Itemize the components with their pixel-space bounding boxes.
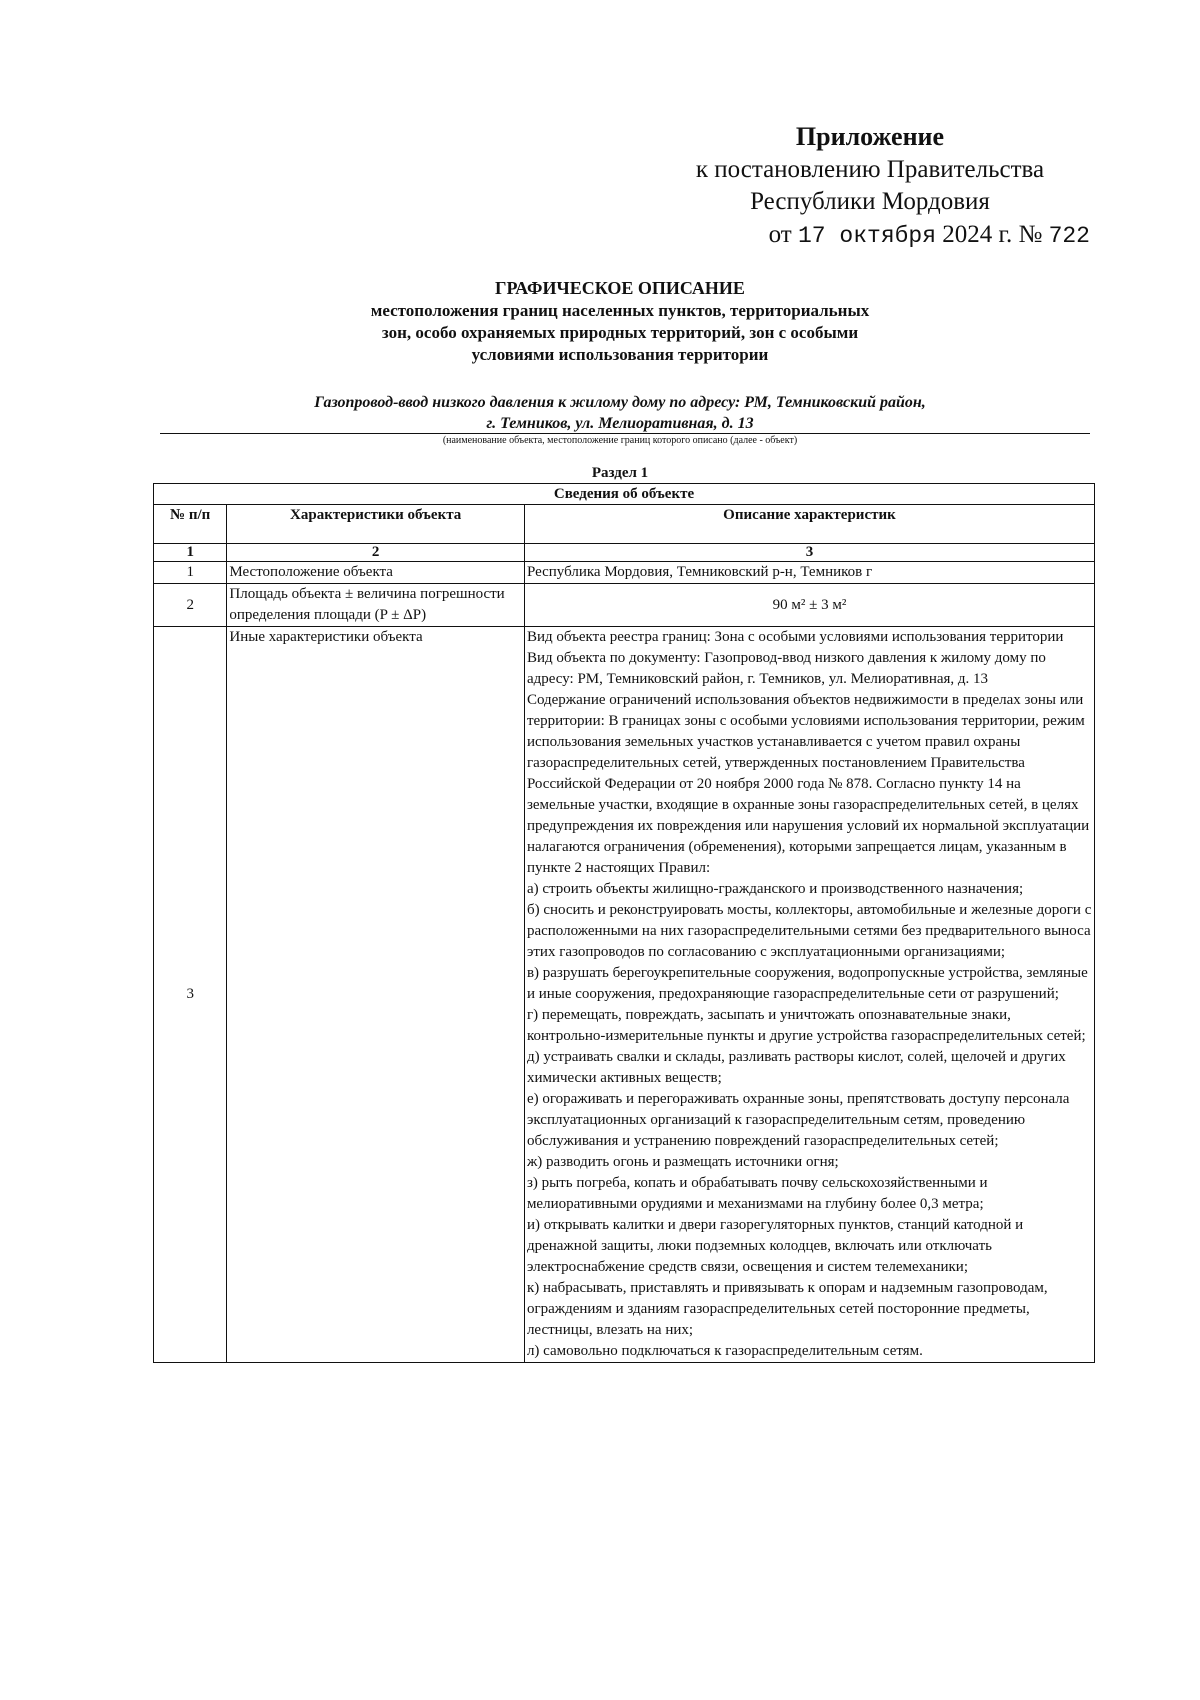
table-caption: Сведения об объекте — [154, 484, 1095, 505]
column-number-2: 2 — [227, 544, 525, 562]
description-line: и) открывать калитки и двери газорегуляторных пунктов, станций катодной и дренажной защиты, люки подземных колодцев, включать или отключать электроснабжение средств связи, освещения и систем телемеханики; — [526, 1217, 1024, 1275]
description-line: ж) разводить огонь и размещать источники огня; — [526, 1154, 839, 1170]
row-number: 3 — [154, 627, 227, 1363]
row-characteristic: Местоположение объекта — [227, 562, 525, 584]
appendix-line-2: Республики Мордовия — [750, 188, 990, 215]
description-line: д) устраивать свалки и склады, разливать растворы кислот, солей, щелочей и других химически активных веществ; — [526, 1049, 1066, 1086]
table-header-row — [154, 505, 1095, 544]
description-line: л) самовольно подключаться к газораспределительным сетям. — [526, 1343, 923, 1359]
row-number: 1 — [154, 562, 227, 584]
header-description: Описание характеристик — [524, 505, 1094, 544]
date-year: 2024 г. № — [942, 221, 1043, 248]
description-line: з) рыть погреба, копать и обрабатывать почву сельскохозяйственными и мелиоративными орудиями и механизмами на глубину более 0,3 метра; — [526, 1175, 988, 1212]
description-line: Вид объекта реестра границ: Зона с особыми условиями использования территории — [526, 629, 1064, 645]
row-number: 2 — [154, 584, 227, 627]
header-characteristics: Характеристики объекта — [227, 505, 525, 544]
description-line: в) разрушать берегоукрепительные сооружения, водопропускные устройства, земляные и иные сооружения, предохраняющие газораспределительные сети от разрушений; — [526, 965, 1088, 1002]
description-line: е) огораживать и перегораживать охранные зоны, препятствовать доступу персонала эксплуатационных организаций к газораспределительным сетям, проведению обслуживания и устранению повреждений газораспределительных сетей; — [526, 1091, 1070, 1149]
column-number-3: 3 — [524, 544, 1094, 562]
table-row — [154, 584, 1095, 627]
description-line: Вид объекта по документу: Газопровод-ввод низкого давления к жилому дому по адресу: РМ, Темниковский район, г. Темников, ул. Мелиоративная, д. 13 — [526, 650, 1046, 687]
heading-line-2: зон, особо охраняемых природных территорий, зон с особыми — [381, 323, 859, 342]
description-line: а) строить объекты жилищно-гражданского и производственного назначения; — [526, 881, 1024, 897]
row-description: 90 м² ± 3 м² — [524, 584, 1094, 627]
appendix-block — [640, 120, 1100, 253]
object-caption: (наименование объекта, местоположение границ которого описано (далее - объект) — [442, 435, 798, 446]
document-number: 722 — [1048, 223, 1090, 249]
row-description — [524, 627, 1094, 1363]
appendix-line-1: к постановлению Правительства — [695, 156, 1045, 183]
date-prefix: от — [768, 221, 792, 248]
object-name-line-2: г. Темников, ул. Мелиоративная, д. 13 — [486, 415, 754, 432]
object-info-table — [153, 483, 1095, 1363]
header-number: № п/п — [154, 505, 227, 544]
description-line: Содержание ограничений использования объектов недвижимости в пределах зоны или территории: В границах зоны с особыми условиями использования территории, режим использования земельных участков устанавливается с учетом правил охраны газораспределительных сетей, утвержденных постановлением Правительства Российской Федерации от 20 ноября 2000 года № 878. Согласно пункту 14 на земельные участки, входящие в охранные зоны газораспределительных сетей, в целях предупреждения их повреждения или нарушения условий их нормальной эксплуатации налагаются ограничения (обременения), которыми запрещается лицам, указанным в пункте 2 настоящих Правил: — [526, 692, 1090, 876]
row-characteristic: Иные характеристики объекта — [227, 627, 525, 1363]
appendix-title: Приложение — [795, 122, 945, 151]
date-value: 17 октября — [798, 223, 937, 249]
table-row — [154, 627, 1095, 1363]
description-line: б) сносить и реконструировать мосты, коллекторы, автомобильные и железные дороги с расположенными на них газораспределительными сетями без предварительного выноса этих газопроводов по согласованию с эксплуатационными организациями; — [526, 902, 1092, 960]
object-name — [150, 392, 1090, 434]
appendix-date — [640, 218, 1100, 253]
object-name-underline — [160, 433, 1090, 434]
column-number-row — [154, 544, 1095, 562]
document-heading — [150, 276, 1090, 366]
row-characteristic: Площадь объекта ± величина погрешности определения площади (P ± ΔP) — [227, 584, 525, 627]
description-line: к) набрасывать, приставлять и привязывать к опорам и надземным газопроводам, ограждениям и зданиям газораспределительных сетей посторонние предметы, лестницы, влезать на них; — [526, 1280, 1048, 1338]
section-title: Раздел 1 — [591, 465, 649, 481]
object-name-line-1: Газопровод-ввод низкого давления к жилому дому по адресу: РМ, Темниковский район, — [314, 394, 926, 411]
heading-line-1: местоположения границ населенных пунктов, территориальных — [370, 301, 870, 320]
heading-line-3: условиями использования территории — [471, 345, 769, 364]
description-line: г) перемещать, повреждать, засыпать и уничтожать опознавательные знаки, контрольно-измерительные пункты и другие устройства газораспределительных сетей; — [526, 1007, 1086, 1044]
table-caption-row — [154, 484, 1095, 505]
column-number-1: 1 — [154, 544, 227, 562]
document-title: ГРАФИЧЕСКОЕ ОПИСАНИЕ — [495, 278, 745, 298]
table-row — [154, 562, 1095, 584]
row-description: Республика Мордовия, Темниковский р-н, Темников г — [524, 562, 1094, 584]
